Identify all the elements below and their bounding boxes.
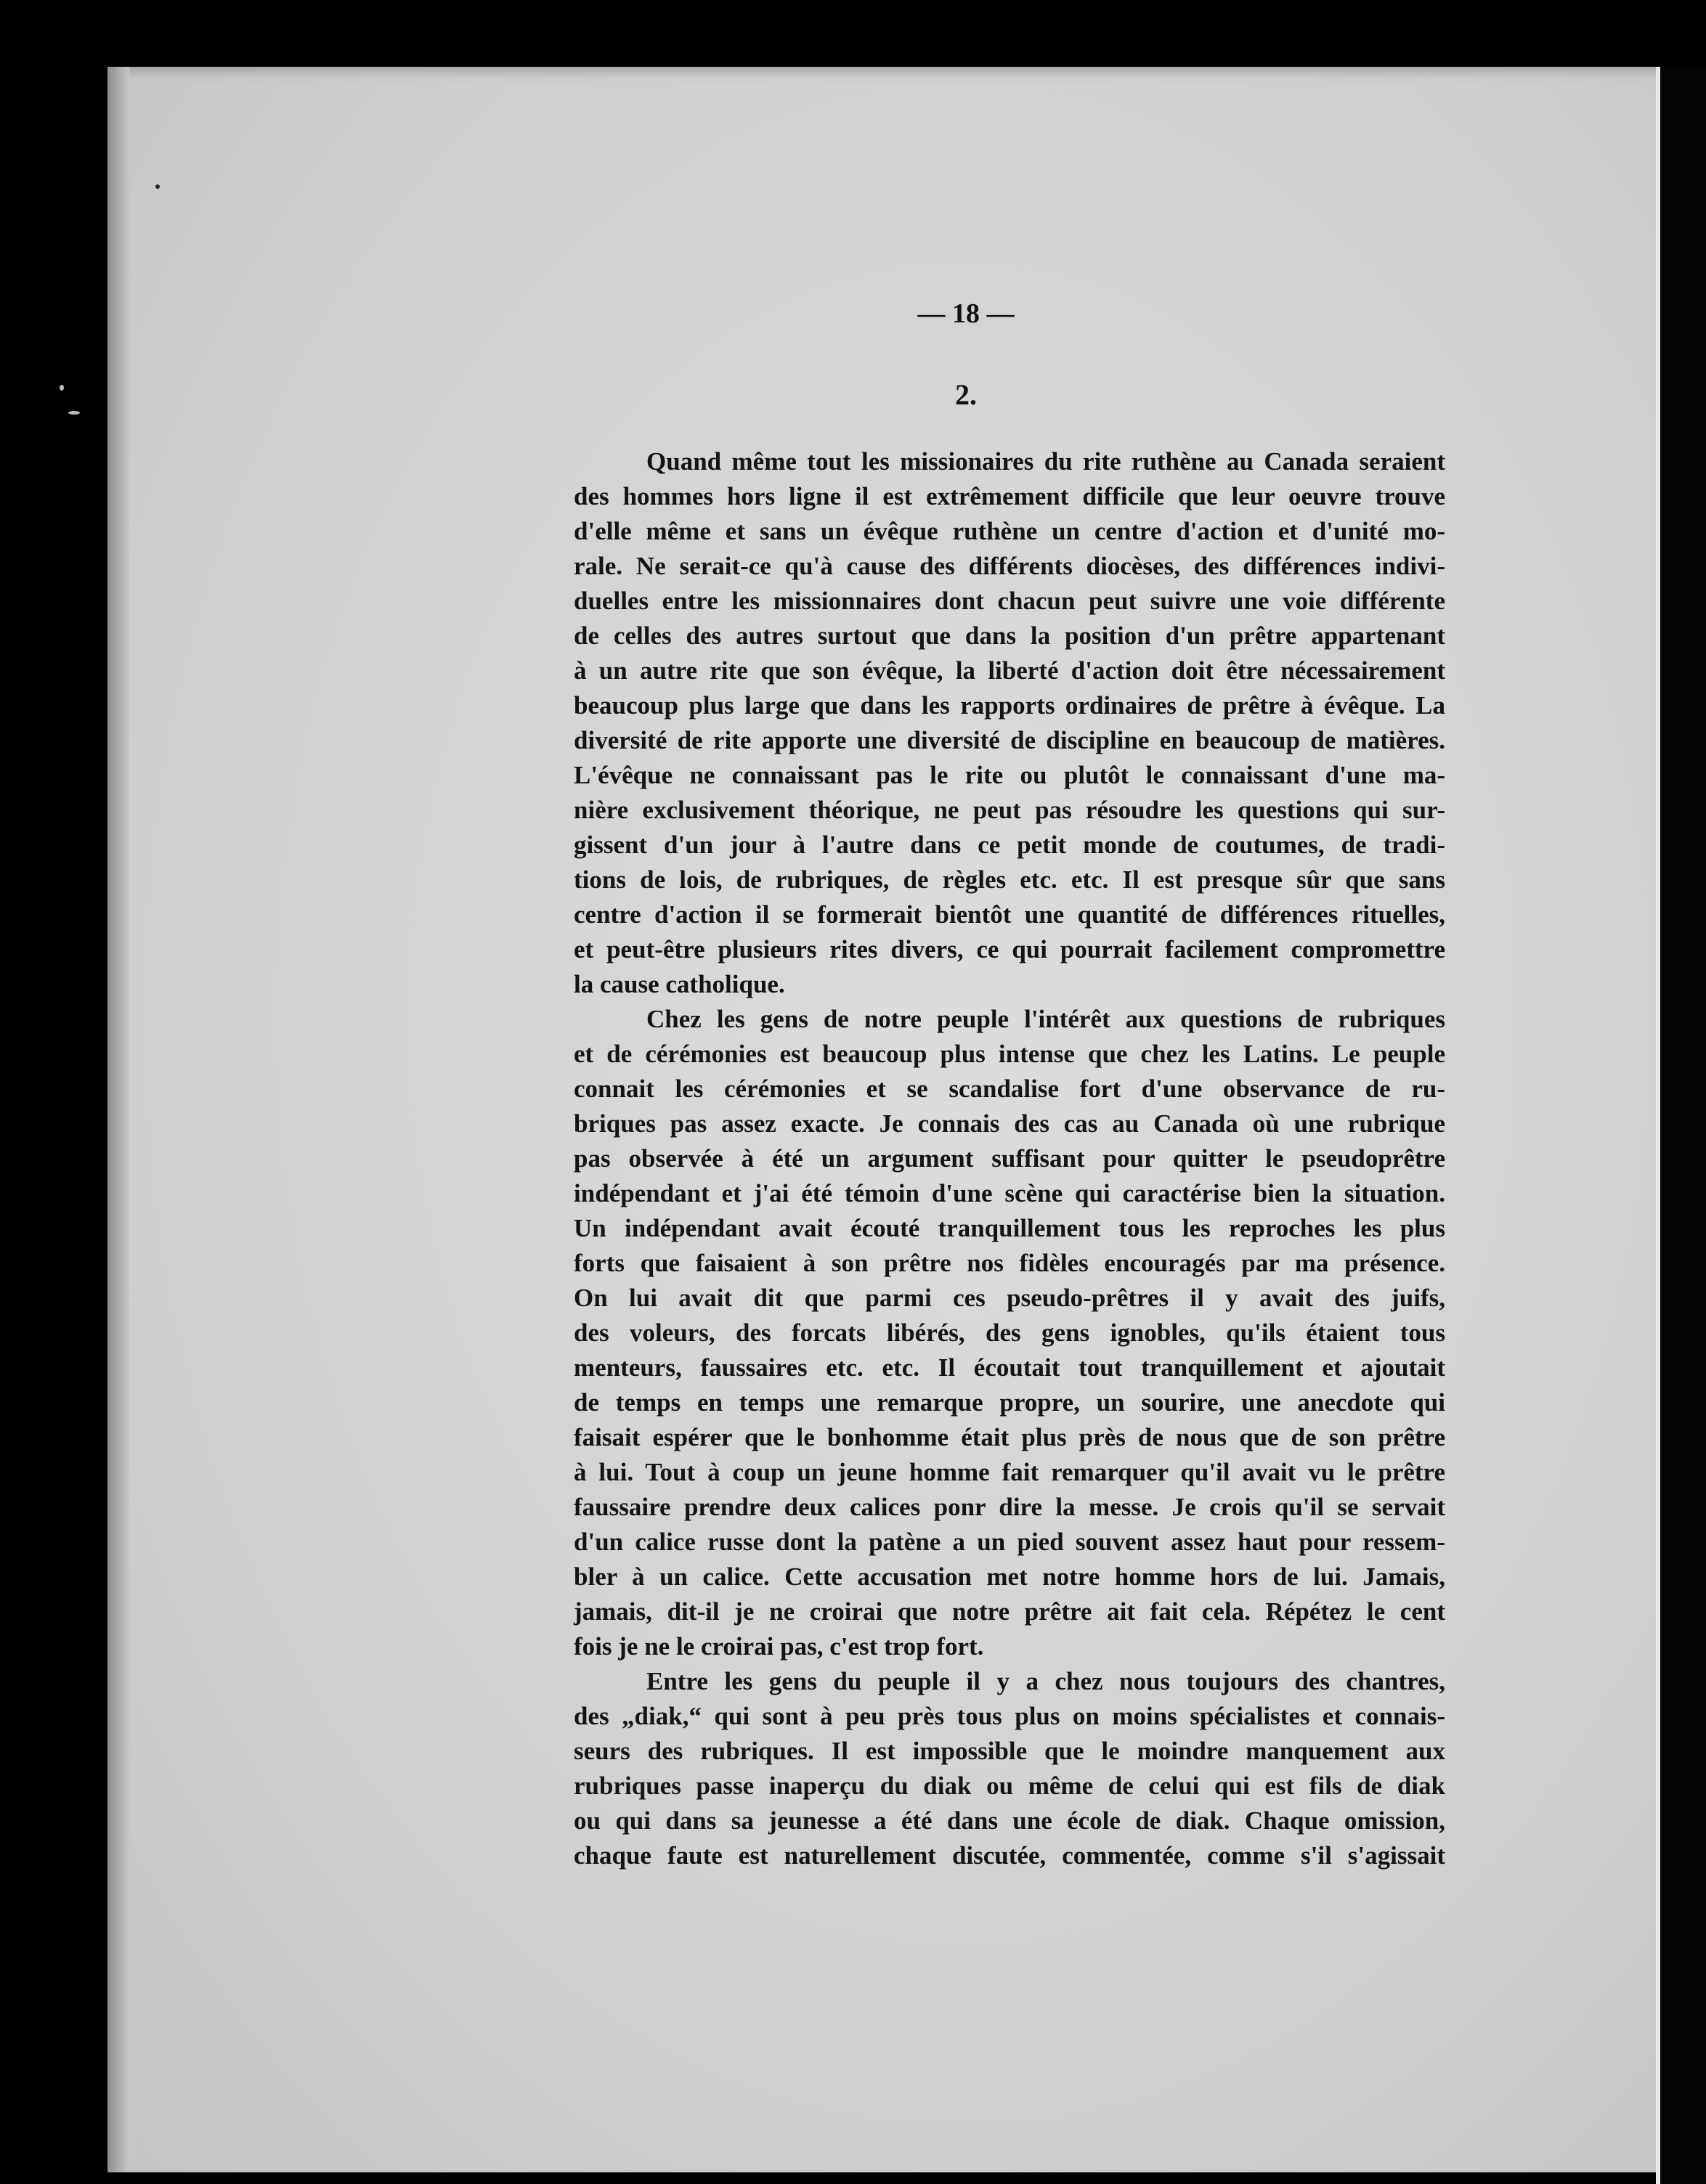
text-line: connait les cérémonies et se scandalise fort d'une observance de ru-	[574, 1075, 1445, 1103]
text-line: Quand même tout les missionaires du rite ruthène au Canada seraient	[646, 447, 1445, 476]
text-line: rale. Ne serait-ce qu'à cause des différents diocèses, des différences indivi-	[574, 552, 1445, 580]
text-line: la cause catholique.	[574, 970, 785, 998]
text-line: à un autre rite que son évêque, la liberté d'action doit être nécessairement	[574, 656, 1445, 685]
text-line: centre d'action il se formerait bientôt une quantité de différences rituelles,	[574, 900, 1445, 929]
text-line: des „diak,“ qui sont à peu près tous plus on moins spécialistes et connais-	[574, 1702, 1445, 1730]
body-text	[501, 444, 1445, 1873]
text-line: ou qui dans sa jeunesse a été dans une école de diak. Chaque omission,	[574, 1806, 1445, 1835]
text-line: On lui avait dit que parmi ces pseudo-prêtres il y avait des juifs,	[574, 1284, 1445, 1312]
text-line: seurs des rubriques. Il est impossible que le moindre manquement aux	[574, 1737, 1445, 1765]
text-line: beaucoup plus large que dans les rapports ordinaires de prêtre à évêque. La	[574, 691, 1445, 720]
text-line: à lui. Tout à coup un jeune homme fait remarquer qu'il avait vu le prêtre	[574, 1458, 1445, 1486]
section-number: 2.	[955, 378, 977, 411]
text-line: faisait espérer que le bonhomme était plus près de nous que de son prêtre	[574, 1423, 1445, 1451]
page-right-edge	[1656, 67, 1706, 2184]
text-line: jamais, dit-il je ne croirai que notre prêtre ait fait cela. Répétez le cent	[574, 1597, 1445, 1626]
text-line: et de cérémonies est beaucoup plus intense que chez les Latins. Le peuple	[574, 1040, 1445, 1068]
text-line: de temps en temps une remarque propre, un sourire, une anecdote qui	[574, 1388, 1445, 1417]
paragraph-2	[501, 1002, 1445, 1664]
text-line: L'évêque ne connaissant pas le rite ou plutôt le connaissant d'une ma-	[574, 761, 1445, 789]
text-line: forts que faisaient à son prêtre nos fidèles encouragés par ma présence.	[574, 1249, 1445, 1277]
text-line: fois je ne le croirai pas, c'est trop fort.	[574, 1632, 984, 1661]
text-line: menteurs, faussaires etc. etc. Il écoutait tout tranquillement et ajoutait	[574, 1353, 1445, 1382]
text-line: des voleurs, des forcats libérés, des gens ignobles, qu'ils étaient tous	[574, 1319, 1445, 1347]
scan-speck	[68, 411, 80, 415]
text-line: diversité de rite apporte une diversité de discipline en beaucoup de matières.	[574, 726, 1445, 754]
paragraph-3	[501, 1664, 1445, 1873]
text-line: pas observée à été un argument suffisant pour quitter le pseudoprêtre	[574, 1144, 1445, 1173]
text-line: faussaire prendre deux calices ponr dire la messe. Je crois qu'il se servait	[574, 1493, 1445, 1521]
text-line: Entre les gens du peuple il y a chez nous toujours des chantres,	[646, 1667, 1445, 1695]
text-line: d'un calice russe dont la patène a un pied souvent assez haut pour ressem-	[574, 1528, 1445, 1556]
text-line: chaque faute est naturellement discutée, commentée, comme s'il s'agissait	[574, 1841, 1445, 1870]
text-line: Chez les gens de notre peuple l'intérêt aux questions de rubriques	[646, 1005, 1445, 1033]
text-line: et peut-être plusieurs rites divers, ce qui pourrait facilement compromettre	[574, 935, 1445, 963]
text-line: duelles entre les missionnaires dont chacun peut suivre une voie différente	[574, 587, 1445, 615]
text-line: de celles des autres surtout que dans la position d'un prêtre appartenant	[574, 622, 1445, 650]
scan-speck	[155, 184, 160, 189]
text-line: briques pas assez exacte. Je connais des cas au Canada où une rubrique	[574, 1109, 1445, 1138]
text-line: gissent d'un jour à l'autre dans ce petit monde de coutumes, de tradi-	[574, 831, 1445, 859]
text-line: rubriques passe inaperçu du diak ou même de celui qui est fils de diak	[574, 1772, 1445, 1800]
page-number: — 18 —	[917, 298, 1015, 329]
text-line: d'elle même et sans un évêque ruthène un centre d'action et d'unité mo-	[574, 517, 1445, 545]
text-line: Un indépendant avait écouté tranquillement tous les reproches les plus	[574, 1214, 1445, 1242]
page-gutter-shadow	[107, 67, 129, 2172]
text-line: bler à un calice. Cette accusation met notre homme hors de lui. Jamais,	[574, 1562, 1445, 1591]
text-line: des hommes hors ligne il est extrêmement difficile que leur oeuvre trouve	[574, 482, 1445, 510]
paragraph-1	[501, 444, 1445, 1002]
text-line: indépendant et j'ai été témoin d'une scène qui caractérise bien la situation.	[574, 1179, 1445, 1207]
text-line: nière exclusivement théorique, ne peut pas résoudre les questions qui sur-	[574, 796, 1445, 824]
text-line: tions de lois, de rubriques, de règles etc. etc. Il est presque sûr que sans	[574, 865, 1445, 894]
scan-speck	[60, 385, 64, 391]
